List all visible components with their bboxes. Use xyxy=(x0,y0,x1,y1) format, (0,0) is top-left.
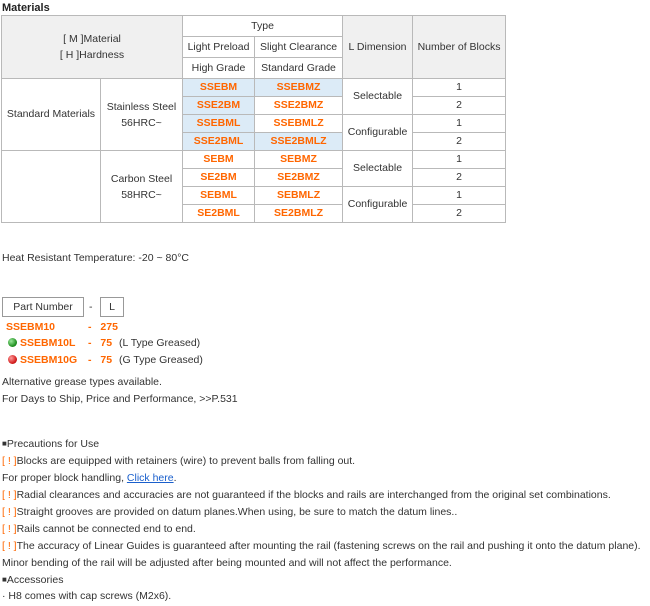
part-number-link[interactable]: SSE2BMZ xyxy=(255,97,343,115)
example-note: (L Type Greased) xyxy=(119,337,201,349)
part-number-link[interactable]: SSEBM xyxy=(183,79,255,97)
part-number-link[interactable]: SE2BM xyxy=(183,169,255,187)
blocks-cell: 2 xyxy=(413,133,506,151)
part-number-link[interactable]: SSE2BMLZ xyxy=(255,133,343,151)
material-hardness-header: [ M ]Material [ H ]Hardness xyxy=(2,16,183,79)
section-title: Materials xyxy=(2,2,50,14)
part-number-link[interactable]: SSE2BM xyxy=(183,97,255,115)
blocks-cell: 1 xyxy=(413,187,506,205)
heat-resistant-note: Heat Resistant Temperature: -20 ~ 80°C xyxy=(2,252,189,264)
example-note: (G Type Greased) xyxy=(119,354,203,366)
red-dot-icon xyxy=(8,355,17,364)
type-header: Type xyxy=(183,16,343,37)
click-here-link[interactable]: Click here xyxy=(126,472,174,484)
example-value-group xyxy=(88,337,200,349)
warning-icon: [ ! ] xyxy=(2,523,17,535)
part-number-link[interactable]: SE2BMLZ xyxy=(255,205,343,223)
part-number-link[interactable]: SSEBML xyxy=(183,115,255,133)
example-row xyxy=(8,354,77,366)
precaution-item: [ ! ]Rails cannot be connected end to end. xyxy=(2,523,196,535)
standard-grade-header: Standard Grade xyxy=(255,58,343,79)
warning-icon: [ ! ] xyxy=(2,506,17,518)
part-number-link[interactable]: SEBMZ xyxy=(255,151,343,169)
high-grade-header: High Grade xyxy=(183,58,255,79)
precaution-item: [ ! ]The accuracy of Linear Guides is guaranteed after mounting the rail (fastening screws on the rail and pushing it onto the datum plane). xyxy=(2,540,641,552)
carbon-steel-cell: Carbon Steel 58HRC~ xyxy=(101,151,183,223)
l-dimension-cell: Configurable xyxy=(343,187,413,223)
warning-icon: [ ! ] xyxy=(2,489,17,501)
accessories-header: ■Accessories xyxy=(2,574,64,586)
warning-icon: [ ! ] xyxy=(2,540,17,552)
example-row xyxy=(6,321,55,333)
number-of-blocks-header: Number of Blocks xyxy=(413,16,506,79)
standard-materials-cell: Standard Materials xyxy=(2,79,101,151)
part-number-link[interactable]: SSEBMLZ xyxy=(255,115,343,133)
example-value: 75 xyxy=(100,354,113,366)
part-number-link[interactable]: SSEBMZ xyxy=(255,79,343,97)
format-dash: - xyxy=(89,301,93,313)
example-value-group xyxy=(88,354,203,366)
light-preload-header: Light Preload xyxy=(183,37,255,58)
precaution-item: [ ! ]Straight grooves are provided on datum planes.When using, be sure to match the datum lines.. xyxy=(2,506,458,518)
example-part-number: SSEBM10L xyxy=(20,337,76,349)
part-number-link[interactable]: SEBM xyxy=(183,151,255,169)
part-number-link[interactable]: SEBMLZ xyxy=(255,187,343,205)
days-to-ship-note: For Days to Ship, Price and Performance, >>P.531 xyxy=(2,393,238,405)
part-number-box: Part Number xyxy=(2,297,84,317)
warning-icon: [ ! ] xyxy=(2,455,17,467)
blocks-cell: 2 xyxy=(413,205,506,223)
l-dimension-header: L Dimension xyxy=(343,16,413,79)
l-box: L xyxy=(100,297,124,317)
minor-bending-note: Minor bending of the rail will be adjusted after being mounted and will not affect the performance. xyxy=(2,557,452,569)
precaution-item: [ ! ]Radial clearances and accuracies are not guaranteed if the blocks and rails are interchanged from the original set combinations. xyxy=(2,489,611,501)
example-dash: - xyxy=(88,354,92,366)
example-part-number: SSEBM10G xyxy=(20,354,78,366)
alt-grease-note: Alternative grease types available. xyxy=(2,376,162,388)
part-number-link[interactable]: SSE2BML xyxy=(183,133,255,151)
blank-cell xyxy=(2,151,101,223)
blocks-cell: 1 xyxy=(413,115,506,133)
part-number-link[interactable]: SEBML xyxy=(183,187,255,205)
l-dimension-cell: Selectable xyxy=(343,151,413,187)
example-value: 275 xyxy=(100,321,118,333)
l-dimension-cell: Configurable xyxy=(343,115,413,151)
materials-table xyxy=(1,15,506,223)
green-dot-icon xyxy=(8,338,17,347)
slight-clearance-header: Slight Clearance xyxy=(255,37,343,58)
example-dash: - xyxy=(88,321,92,333)
stainless-steel-cell: Stainless Steel 56HRC~ xyxy=(101,79,183,151)
precaution-item: [ ! ]Blocks are equipped with retainers (wire) to prevent balls from falling out. xyxy=(2,455,356,467)
accessories-item: · H8 comes with cap screws (M2x6). xyxy=(2,590,172,602)
example-part-number: SSEBM10 xyxy=(6,321,56,333)
example-row xyxy=(8,337,75,349)
example-value: 75 xyxy=(100,337,113,349)
blocks-cell: 2 xyxy=(413,97,506,115)
example-value-group xyxy=(88,321,118,333)
bullet-icon: ■ xyxy=(2,575,7,584)
part-number-link[interactable]: SE2BMZ xyxy=(255,169,343,187)
part-number-link[interactable]: SE2BML xyxy=(183,205,255,223)
l-dimension-cell: Selectable xyxy=(343,79,413,115)
block-handling-note: For proper block handling, Click here. xyxy=(2,472,177,484)
precautions-header: ■Precautions for Use xyxy=(2,438,100,450)
blocks-cell: 1 xyxy=(413,151,506,169)
example-dash: - xyxy=(88,337,92,349)
blocks-cell: 2 xyxy=(413,169,506,187)
blocks-cell: 1 xyxy=(413,79,506,97)
bullet-icon: ■ xyxy=(2,439,7,448)
